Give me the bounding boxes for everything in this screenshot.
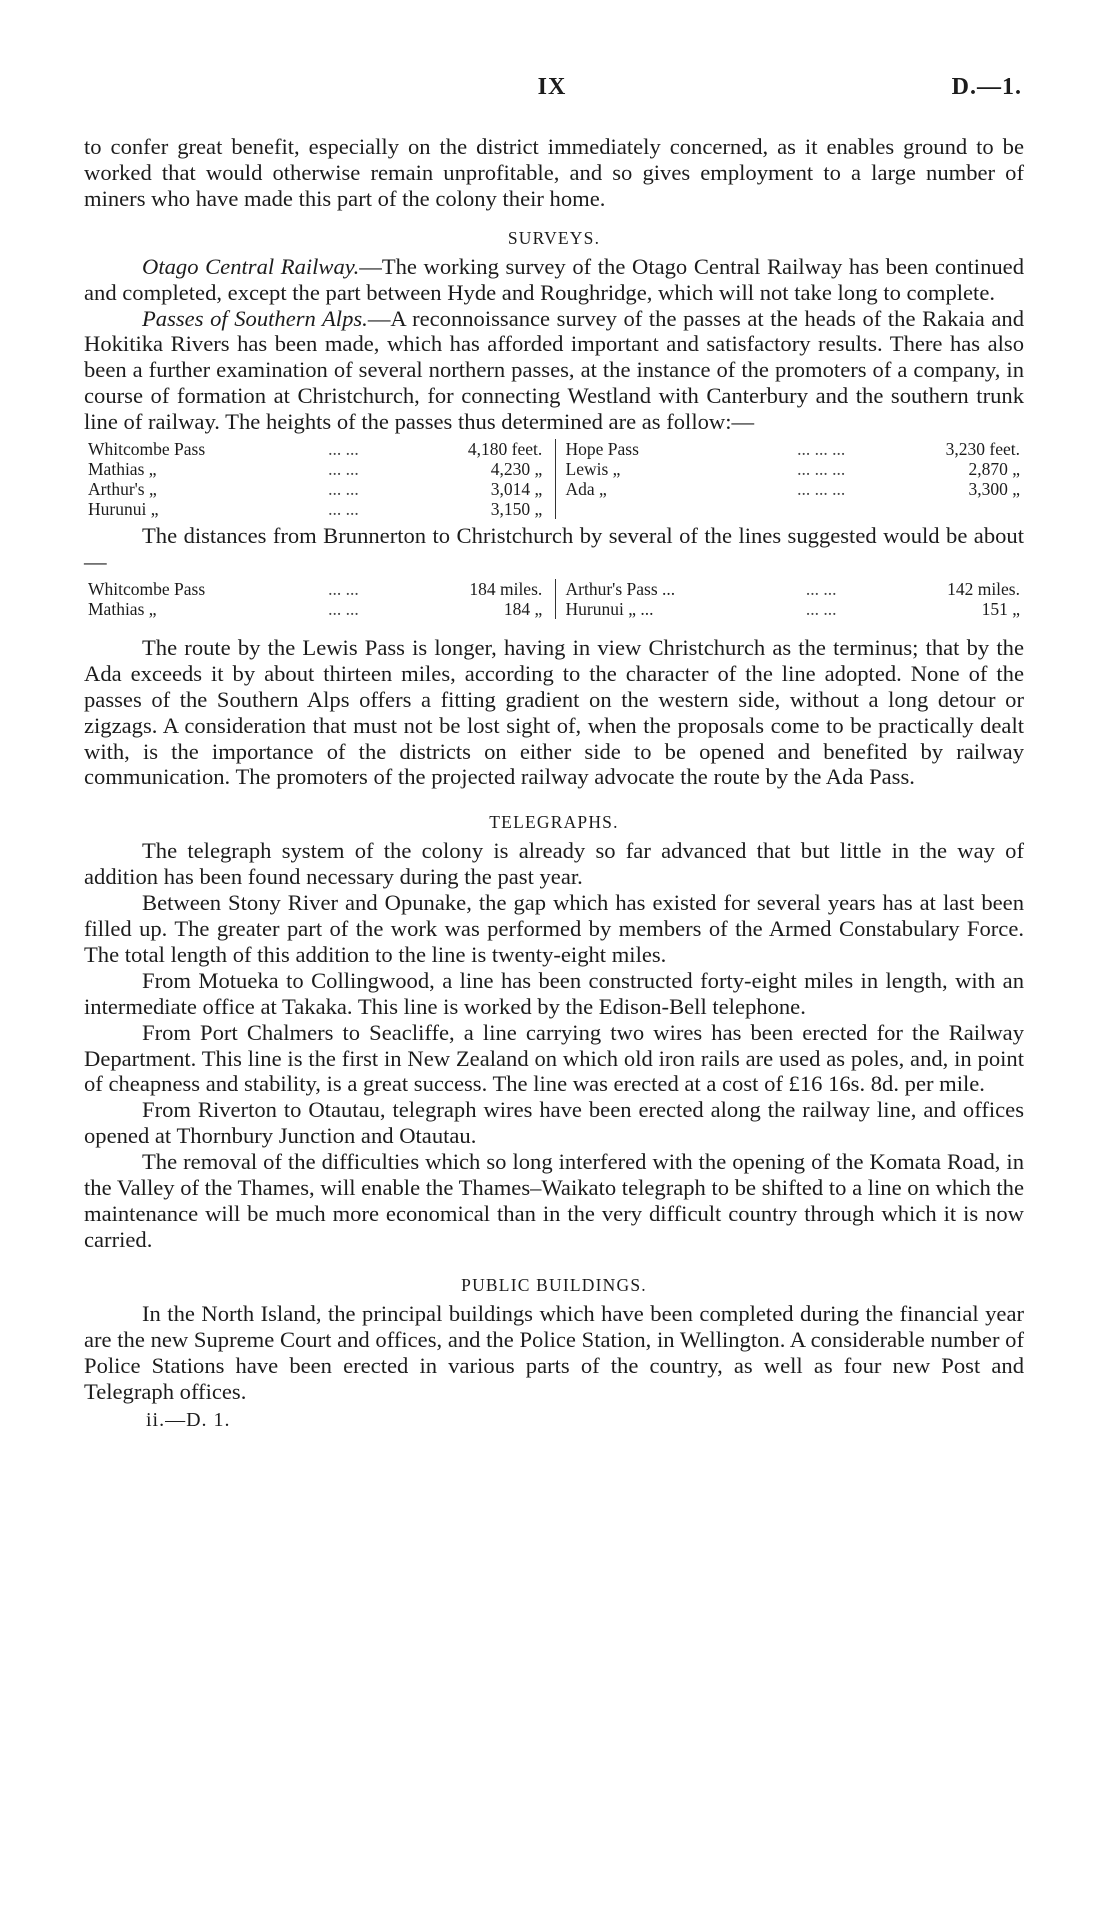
paragraph-lewis-pass-route: The route by the Lewis Pass is longer, having in view Christchurch as the terminus; that by the Ada exceeds it by about thirteen miles, according to the character of the line adopted. None of the passes of the Southern Alps offers a fitting gradient on the western side, without a long detour or zigzags. A consideration that must not be lost sight of, when the proposals come to be practically dealt with, is the importance of the districts on either side to be opened and benefited by railway communication. The promoters of the projected railway advocate the route by the Ada Pass.: [84, 634, 1024, 790]
section-heading-telegraphs: TELEGRAPHS.: [489, 812, 619, 833]
pass-name: Hurunui „ ...: [565, 598, 654, 619]
pass-value: 3,150 „: [490, 499, 543, 520]
paragraph-otago-central-railway: [84, 254, 1024, 306]
table-row: [84, 599, 1024, 619]
leader-dots: ... ...: [328, 598, 359, 619]
leader-dots: ... ...: [805, 598, 837, 619]
pass-value: 184 miles.: [469, 578, 543, 599]
leader-dots: ... ...: [328, 499, 359, 520]
table-row: [84, 439, 1024, 459]
pass-name: Hurunui „: [88, 499, 159, 520]
table-row: [84, 499, 1024, 519]
pass-value: 142 miles.: [947, 578, 1020, 599]
leader-dots: [740, 499, 903, 519]
pass-name: Mathias „: [88, 459, 157, 480]
column-divider: [546, 459, 555, 479]
document-reference: D.—1.: [951, 74, 1022, 100]
column-divider: [546, 439, 555, 459]
pass-name: Whitcombe Pass: [88, 578, 206, 599]
paragraph-komata-road: The removal of the difficulties which so long interfered with the opening of the Komata Road, in the Valley of the Thames, will enable the Thames–Waikato telegraph to be shifted to a line on which the maintenance will be much more economical than in the very difficult country through which it is now carried.: [84, 1149, 1024, 1252]
pass-distances-table: [84, 579, 1024, 619]
leader-dots: ... ...: [328, 578, 359, 599]
page-header: [82, 74, 1022, 104]
pass-value: 3,300 „: [968, 479, 1020, 500]
pass-value: 184 „: [503, 598, 543, 619]
pass-value: [902, 499, 1024, 519]
section-heading-public-buildings: PUBLIC BUILDINGS.: [461, 1274, 647, 1295]
pass-name: Arthur's Pass ...: [565, 578, 676, 599]
intro-paragraph: to confer great benefit, especially on the district immediately concerned, as it enables ground to be worked that would otherwise remain unprofitable, and so gives employment to a large number of miners who have made this part of the colony their home.: [84, 134, 1024, 211]
pass-value: 3,230 feet.: [945, 439, 1020, 460]
pass-name: Hope Pass: [565, 439, 639, 460]
paragraph-distances-intro: The distances from Brunnerton to Christchurch by several of the lines suggested would be about—: [84, 523, 1024, 574]
column-divider: [546, 579, 555, 599]
page-body: [84, 134, 1024, 1432]
pass-heights-table: [84, 439, 1024, 519]
column-divider: [546, 479, 555, 499]
pass-value: 3,014 „: [490, 479, 543, 500]
pass-name: Mathias „: [88, 598, 157, 619]
paragraph-title: Otago Central Railway.: [142, 253, 360, 279]
paragraph-port-chalmers: From Port Chalmers to Seacliffe, a line carrying two wires has been erected for the Railway Department. This line is the first in New Zealand on which old iron rails are used as poles, and, in point of cheapness and stability, is a great success. The line was erected at a cost of £16 16s. 8d. per mile.: [84, 1019, 1024, 1097]
signature-mark: ii.—D. 1.: [146, 1409, 231, 1432]
leader-dots: ... ...: [328, 479, 359, 500]
paragraph-telegraph-system: The telegraph system of the colony is already so far advanced that but little in the way of addition has been found necessary during the past year.: [84, 838, 1024, 890]
paragraph-riverton: From Riverton to Otautau, telegraph wires have been erected along the railway line, and offices opened at Thornbury Junction and Otautau.: [84, 1097, 1024, 1149]
pass-name: Lewis „: [565, 459, 621, 480]
paragraph-text: —A reconnoissance survey of the passes at the heads of the Rakaia and Hokitika Rivers has been made, which has afforded important and satisfactory results. There has also been a further examination of several northern passes, at the instance of the promoters of a company, in course of formation at Christchurch, for connecting Westland with Canterbury and the southern trunk line of railway. The heights of the passes thus determined are as follow:—: [84, 305, 1024, 435]
leader-dots: ... ...: [328, 459, 359, 480]
column-divider: [546, 599, 555, 619]
pass-value: 151 „: [981, 598, 1020, 619]
table-row: [84, 479, 1024, 499]
pass-value: 4,230 „: [490, 459, 543, 480]
page-number: IX: [537, 74, 567, 100]
leader-dots: ... ... ...: [797, 439, 846, 460]
section-heading-surveys: SURVEYS.: [507, 227, 601, 248]
pass-name: Ada „: [565, 479, 607, 500]
paragraph-passes-of-southern-alps: [84, 306, 1024, 436]
table-row: [84, 459, 1024, 479]
leader-dots: ... ... ...: [797, 459, 846, 480]
leader-dots: ... ...: [328, 439, 359, 460]
leader-dots: ... ... ...: [797, 479, 846, 500]
paragraph-stony-river: Between Stony River and Opunake, the gap which has existed for several years has at last been filled up. The greater part of the work was performed by members of the Armed Constabulary Force. The total length of this addition to the line is twenty-eight miles.: [84, 890, 1024, 967]
paragraph-text: —The working survey of the Otago Central Railway has been continued and completed, except the part between Hyde and Roughridge, which will not take long to complete.: [84, 253, 1024, 305]
pass-name: [555, 499, 740, 519]
pass-value: 2,870 „: [968, 459, 1020, 480]
paragraph-title: Passes of Southern Alps.: [142, 305, 368, 331]
pass-name: Whitcombe Pass: [88, 439, 206, 460]
column-divider: [546, 499, 555, 519]
paragraph-north-island-buildings: In the North Island, the principal buildings which have been completed during the financial year are the new Supreme Court and offices, and the Police Station, in Wellington. A considerable number of Police Stations have been erected in various parts of the country, as well as four new Post and Telegraph offices.: [84, 1300, 1024, 1404]
leader-dots: ... ...: [805, 578, 837, 599]
table-row: [84, 579, 1024, 599]
pass-value: 4,180 feet.: [467, 439, 543, 460]
paragraph-motueka: From Motueka to Collingwood, a line has been constructed forty-eight miles in length, with an intermediate office at Takaka. This line is worked by the Edison-Bell telephone.: [84, 967, 1024, 1019]
pass-name: Arthur's „: [88, 479, 157, 500]
